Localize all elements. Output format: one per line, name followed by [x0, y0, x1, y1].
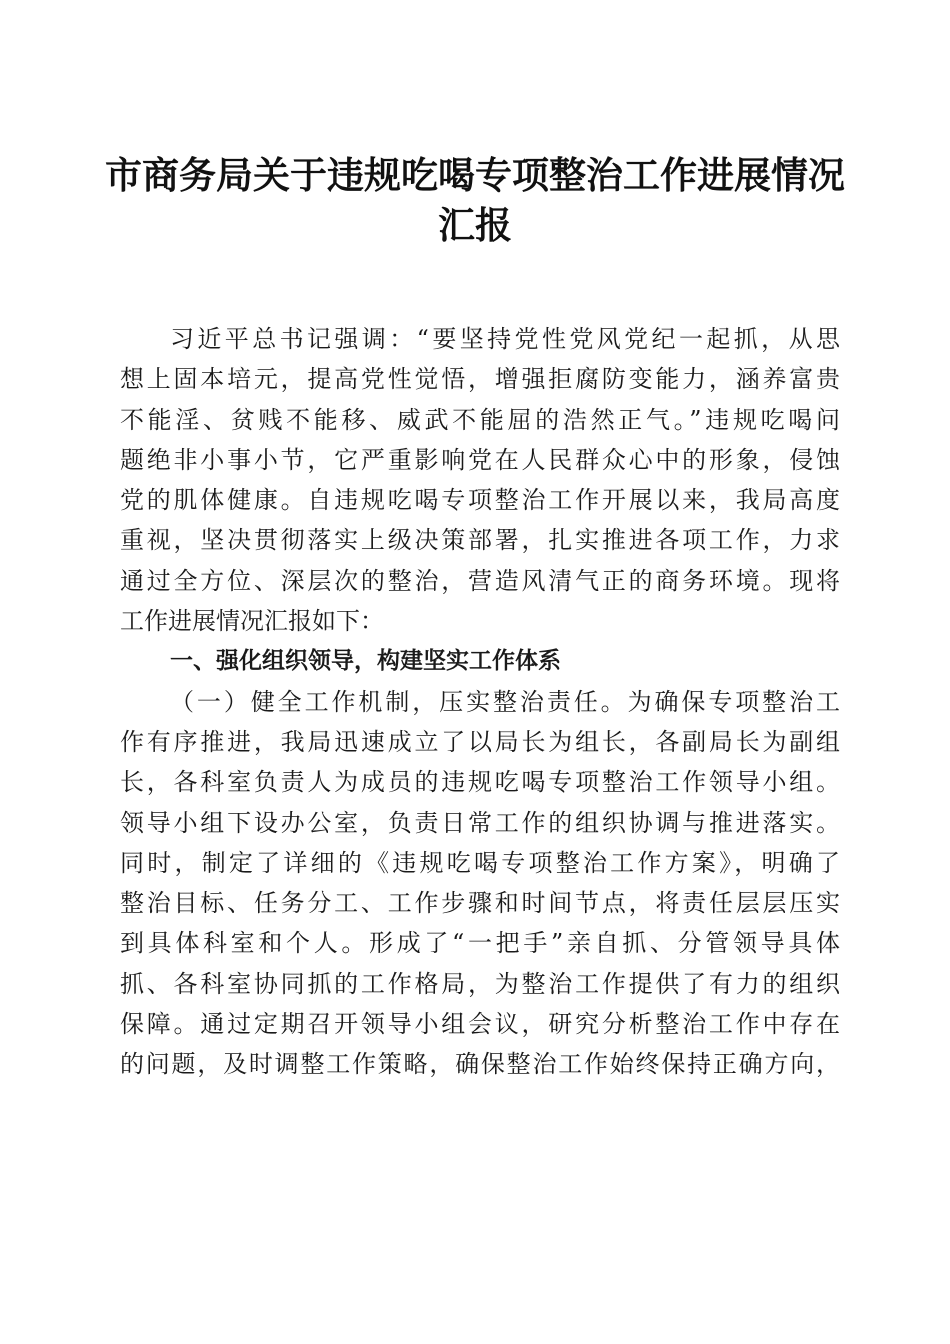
paragraph-section-1-1 [120, 682, 840, 1085]
paragraph-line: 领导小组下设办公室，负责日常工作的组织协调与推进落实。 [120, 808, 840, 837]
title-line-2: 汇报 [438, 203, 512, 247]
paragraph-line: 整治目标、任务分工、工作步骤和时间节点，将责任层层压实 [120, 889, 840, 918]
paragraph-line: 同时，制定了详细的《违规吃喝专项整治工作方案》，明确了 [120, 848, 840, 877]
paragraph-line: （一）健全工作机制，压实整治责任。为确保专项整治工 [170, 687, 840, 716]
paragraph-line: 作有序推进，我局迅速成立了以局长为组长，各副局长为副组 [120, 727, 840, 756]
paragraph-line: 不能淫、贫贱不能移、威武不能屈的浩然正气。”违规吃喝问 [120, 405, 840, 434]
paragraph-line: 想上固本培元，提高党性觉悟，增强拒腐防变能力，涵养富贵 [120, 365, 840, 394]
paragraph-line: 长，各科室负责人为成员的违规吃喝专项整治工作领导小组。 [120, 768, 840, 797]
paragraph-line: 到具体科室和个人。形成了“一把手”亲自抓、分管领导具体 [120, 929, 840, 958]
paragraph-line: 通过全方位、深层次的整治，营造风清气正的商务环境。现将 [120, 566, 840, 595]
document-title [100, 150, 850, 250]
paragraph-line: 的问题，及时调整工作策略，确保整治工作始终保持正确方向， [120, 1050, 840, 1079]
paragraph-line: 抓、各科室协同抓的工作格局，为整治工作提供了有力的组织 [120, 969, 840, 998]
paragraph-intro [120, 319, 840, 641]
title-line-1: 市商务局关于违规吃喝专项整治工作进展情况 [105, 153, 845, 197]
paragraph-line: 重视，坚决贯彻落实上级决策部署，扎实推进各项工作，力求 [120, 526, 840, 555]
paragraph-line: 工作进展情况汇报如下： [120, 607, 384, 636]
paragraph-line: 习近平总书记强调：“要坚持党性党风党纪一起抓，从思 [170, 325, 840, 353]
paragraph-line: 党的肌体健康。自违规吃喝专项整治工作开展以来，我局高度 [120, 486, 840, 515]
paragraph-line: 题绝非小事小节，它严重影响党在人民群众心中的形象，侵蚀 [120, 445, 840, 474]
document-body [120, 319, 840, 1085]
paragraph-line: 保障。通过定期召开领导小组会议，研究分析整治工作中存在 [120, 1010, 840, 1039]
section-heading-1: 一、强化组织领导，构建坚实工作体系 [170, 648, 561, 675]
